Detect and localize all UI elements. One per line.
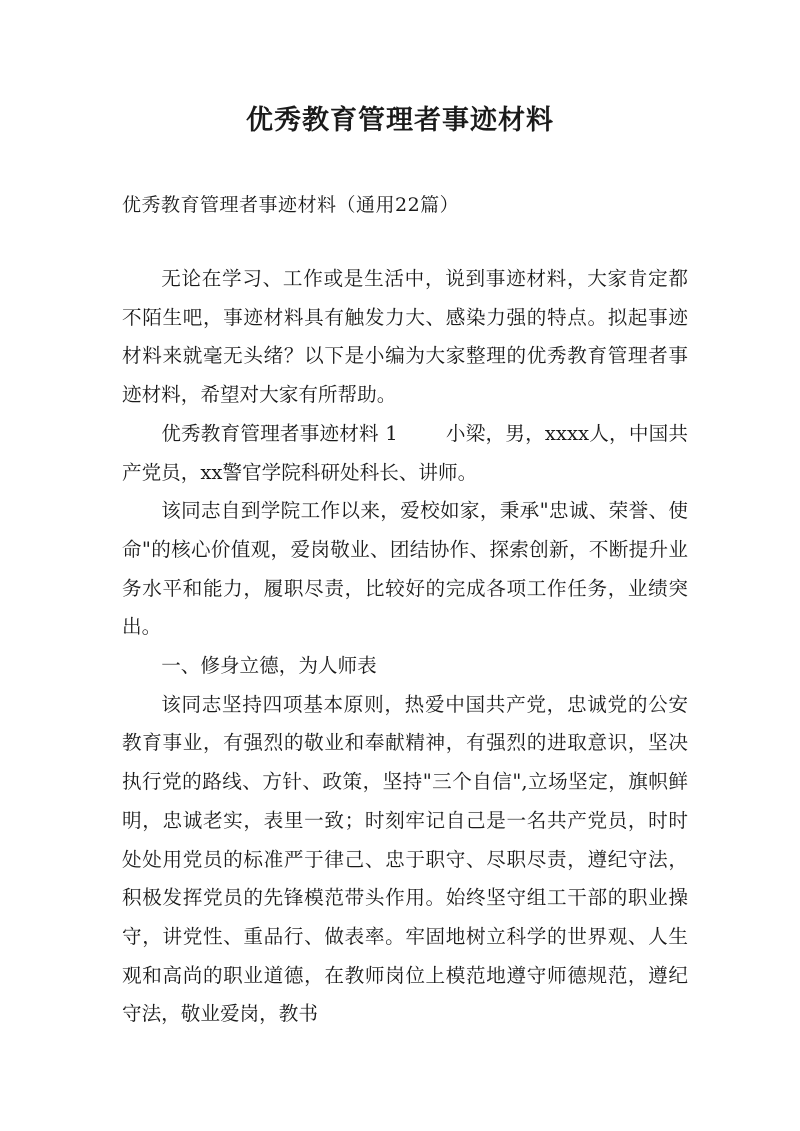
body-paragraph: 该同志坚持四项基本原则，热爱中国共产党，忠诚党的公安教育事业，有强烈的敬业和奉献精神，有强烈的进取意识，坚决执行党的路线、方针、政策，坚持"三个自信",立场坚定，旗帜鲜明，忠诚老实，表里一致；时刻牢记自己是一名共产党员，时时处处用党员的标准严于律己、忠于职守、尽职尽责，遵纪守法，积极发挥党员的先锋模范带头作用。始终坚守组工干部的职业操守，讲党性、重品行、做表率。牢固地树立科学的世界观、人生观和高尚的职业道德，在教师岗位上模范地遵守师德规范，遵纪守法，敬业爱岗，教书	[122, 692, 688, 1026]
section-heading: 一、修身立德，为人师表	[161, 654, 377, 678]
article-lead-text: 小梁，男，xxxx人，中国共产党员，xx警官学院科研处科长、讲师。	[122, 421, 688, 484]
document-subtitle: 优秀教育管理者事迹材料（通用22篇）	[122, 194, 460, 216]
body-paragraph: 该同志自到学院工作以来，爱校如家，秉承"忠诚、荣誉、使命"的核心价值观，爱岗敬业、团结协作、探索创新，不断提升业务水平和能力，履职尽责，比较好的完成各项工作任务，业绩突出。	[122, 499, 688, 639]
article-heading: 优秀教育管理者事迹材料 1	[161, 421, 398, 445]
document-body	[122, 260, 688, 1034]
intro-paragraph: 无论在学习、工作或是生活中，说到事迹材料，大家肯定都不陌生吧，事迹材料具有触发力大、感染力强的特点。拟起事迹材料来就毫无头绪？以下是小编为大家整理的优秀教育管理者事迹材料，希望对大家有所帮助。	[122, 267, 688, 407]
document-title: 优秀教育管理者事迹材料	[246, 105, 554, 136]
article-lead-paragraph	[122, 415, 688, 492]
